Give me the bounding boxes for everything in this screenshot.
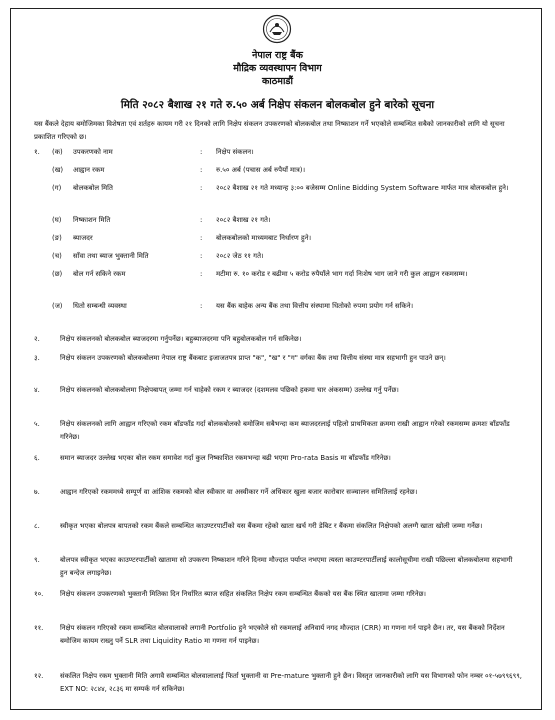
point-text: निक्षेप संकलन उपकरणको बोलकबोलमा नेपाल राष्ट्र बैंकबाट इजाजतपत्र प्राप्त "क", "ख" र "ग" वर्गका बैंक तथा वित्तीय संस्था मात्र सहभागी हुन पाउने छन्। (60, 354, 446, 362)
sub-letter: (ज) (52, 302, 63, 310)
sub-letter: (छ) (52, 270, 63, 278)
point-number: ८. (34, 522, 40, 530)
sub-label: ब्याजदर (73, 234, 93, 242)
point-text: निक्षेप संकलनको लागि आह्वान गरिएको रकम बाँडफाँड गर्दा बोलकबोलको बमोजिम सबैभन्दा कम ब्याजदरलाई पहिलो प्राथमिकता क्रममा राखी आह्वान गरेको रकमसम्म क्रमशः बाँडफाँड गरिनेछ। (60, 420, 510, 441)
point-number: ४. (34, 386, 40, 394)
city-name: काठमाडौं (262, 76, 293, 87)
notice-title: मिति २०८२ बैशाख २१ गते रु.५० अर्ब निक्षेप संकलन बोलकबोल हुने बारेको सूचना (120, 99, 435, 111)
nrb-emblem-icon (262, 14, 292, 44)
sub-value: मटीमा रु. १० करोड र बढीमा ५ करोड रुपैयाँले भाग गर्दा निःशेष भाग जाने गरी कुल आह्वान रकमसम्म। (216, 270, 468, 278)
sub-label: धितो सम्बन्धी व्यवस्था (73, 302, 127, 310)
item-1-row-d: (घ) निष्काशन मिति : २०८२ बैशाख २१ गते। (0, 214, 555, 227)
intro-paragraph: यस बैंकले देहाय बमोजिमका विशेषता एवं शर्तहरु कायम गरी २१ दिनको लागि निक्षेप संकलन उपकरणको बोलकबोल तथा निष्काशन गर्ने भएकोले सम्बन्धित सबैको जानकारीको लागि यो सूचना प्रकाशित गरिएको छ। (34, 120, 505, 141)
point-number: २. (34, 335, 40, 343)
sub-label: आह्वान रकम (73, 166, 105, 174)
point-text: निक्षेप संकलन उपकरणको भुक्तानी मितिका दिन निर्धारित ब्याज सहित संकलित निक्षेप रकम सम्बन्धित बैंकको यस बैंक स्थित खातामा जम्मा गरिनेछ। (60, 590, 427, 598)
point-number: ३. (34, 354, 40, 362)
department-name: मौद्रिक व्यवस्थापन विभाग (233, 63, 322, 74)
point-text: स्वीकृत भएका बोलपत्र बापतको रकम बैंकले सम्बन्धित काउण्टरपार्टीको यस बैंकमा रहेको खाता खर्च गरी डेबिट र बैंकमा संकलित निक्षेपको अलग्गै खाता खोली जम्मा गर्नेछ। (60, 522, 483, 530)
point-number: ५. (34, 420, 40, 428)
item-1-row-c: (ग) बोलकबोल मिति : २०८२ बैशाख २१ गते मध्यान्ह ३:०० बजेसम्म Online Bidding System Software मार्फत मात्र बोलकबोल हुने। (0, 182, 555, 208)
sub-value: २०८२ जेठ ११ गते। (216, 252, 264, 260)
sub-letter: (घ) (52, 216, 62, 224)
point-text: समान ब्याजदर उल्लेख भएका बोल रकम समावेश गर्दा कुल निष्काशित रकमभन्दा बढी भएमा Pro-rata Basis मा बाँडफाँड गरिनेछ। (60, 454, 391, 462)
sub-letter: (क) (52, 148, 63, 156)
item-1-row-e: (ङ) ब्याजदर : बोलकबोलको माध्यमबाट निर्धारण हुने। (0, 232, 555, 245)
item-1-row-b: (ख) आह्वान रकम : रु.५० अर्ब (पचास अर्ब रुपैयाँ मात्र)। (0, 164, 555, 177)
sub-label: साँवा तथा ब्याज भुक्तानी मिति (73, 252, 149, 260)
point-number: १०. (34, 590, 44, 598)
point-text: संकलित निक्षेप रकम भुक्तानी मिति अगावै सम्बन्धित बोलवालालाई फिर्ता भुक्तानी वा Pre-mature भुक्तानी हुने छैन। विस्तृत जानकारीको लागि यस विभागको फोन नम्बर ०१-५७९९६९९, EXT NO: २८४४, २८३६ मा सम्पर्क गर्न सकिनेछ। (60, 672, 522, 693)
item-1-row-h: (ज) धितो सम्बन्धी व्यवस्था : यस बैंक बाहेक अन्य बैंक तथा वित्तीय संस्थामा धितोको रुपमा प्रयोग गर्न सकिने। (0, 300, 555, 326)
sub-label: बोल गर्न सकिने रकम (73, 270, 126, 278)
point-number: १२. (34, 672, 44, 680)
org-name: नेपाल राष्ट्र बैंक (252, 50, 303, 61)
sub-value: यस बैंक बाहेक अन्य बैंक तथा वित्तीय संस्थामा धितोको रुपमा प्रयोग गर्न सकिने। (216, 302, 414, 310)
sub-value: रु.५० अर्ब (पचास अर्ब रुपैयाँ मात्र)। (216, 166, 306, 174)
point-number: ९. (34, 556, 40, 564)
sub-letter: (ग) (52, 184, 62, 192)
point-number: ११. (34, 624, 44, 632)
item-number: १. (34, 148, 40, 156)
sub-label: बोलकबोल मिति (73, 184, 113, 192)
sub-value: बोलकबोलको माध्यमबाट निर्धारण हुने। (216, 234, 312, 242)
point-number: ६. (34, 454, 40, 462)
sub-letter: (च) (52, 252, 62, 260)
sub-label: उपकरणको नाम (73, 148, 113, 156)
point-number: ७. (34, 488, 40, 496)
sub-value: २०८२ बैशाख २१ गते मध्यान्ह ३:०० बजेसम्म Online Bidding System Software मार्फत मात्र बोलकबोल हुने। (216, 184, 509, 192)
sub-letter: (ख) (52, 166, 64, 174)
point-text: निक्षेप संकलन गरिएको रकम सम्बन्धित बोलवालाको लगानी Portfolio हुने भएकोले सो रकमलाई अनिवार्य नगद मौज्दात (CRR) मा गणना गर्न पाइने छैन। तर, यस बैंकको निर्देशन बमोजिम कायम राख्नु पर्ने SLR तथा Liquidity Ratio मा गणना गर्न पाइनेछ। (60, 624, 505, 645)
point-text: बोलपत्र स्वीकृत भएका काउण्टरपार्टीको खातामा सो उपकरण निष्काशन गरिने दिनमा मौज्दात पर्याप्त नभएमा त्यस्ता काउण्टरपार्टीलाई कालोसूचीमा राखी पछिल्ला बोलकबोलमा सहभागी हुन बन्देज लगाइनेछ। (60, 556, 513, 577)
item-1-row-a: १. (क) उपकरणको नाम : निक्षेप संकलन। (0, 146, 555, 159)
item-1-row-g: (छ) बोल गर्न सकिने रकम : मटीमा रु. १० करोड र बढीमा ५ करोड रुपैयाँले भाग गर्दा निःशेष भाग जाने गरी कुल आह्वान रकमसम्म। (0, 268, 555, 294)
point-text: निक्षेप संकलनको बोलकबोल ब्याजदरमा गर्नुपर्नेछ। बहुब्याजदरमा पनि बहुबोलकबोल गर्न सकिनेछ। (60, 335, 302, 343)
sub-value: २०८२ बैशाख २१ गते। (216, 216, 271, 224)
item-1-row-f: (च) साँवा तथा ब्याज भुक्तानी मिति : २०८२ जेठ ११ गते। (0, 250, 555, 263)
sub-value: निक्षेप संकलन। (216, 148, 254, 156)
point-text: निक्षेप संकलनको बोलकबोलमा निक्षेपबापत् जम्मा गर्न चाहेको रकम र ब्याजदर (दशमलव पछिको हकमा चार अंकसम्म) उल्लेख गर्नु पर्नेछ। (60, 386, 399, 394)
point-text: आह्वान गरिएको रकममध्ये सम्पूर्ण वा आंशिक रकमको बोल स्वीकार वा अस्वीकार गर्ने अधिकार खुला बजार कारोबार सञ्चालन समितिलाई रहनेछ। (60, 488, 418, 496)
sub-letter: (ङ) (52, 234, 62, 242)
sub-label: निष्काशन मिति (73, 216, 111, 224)
